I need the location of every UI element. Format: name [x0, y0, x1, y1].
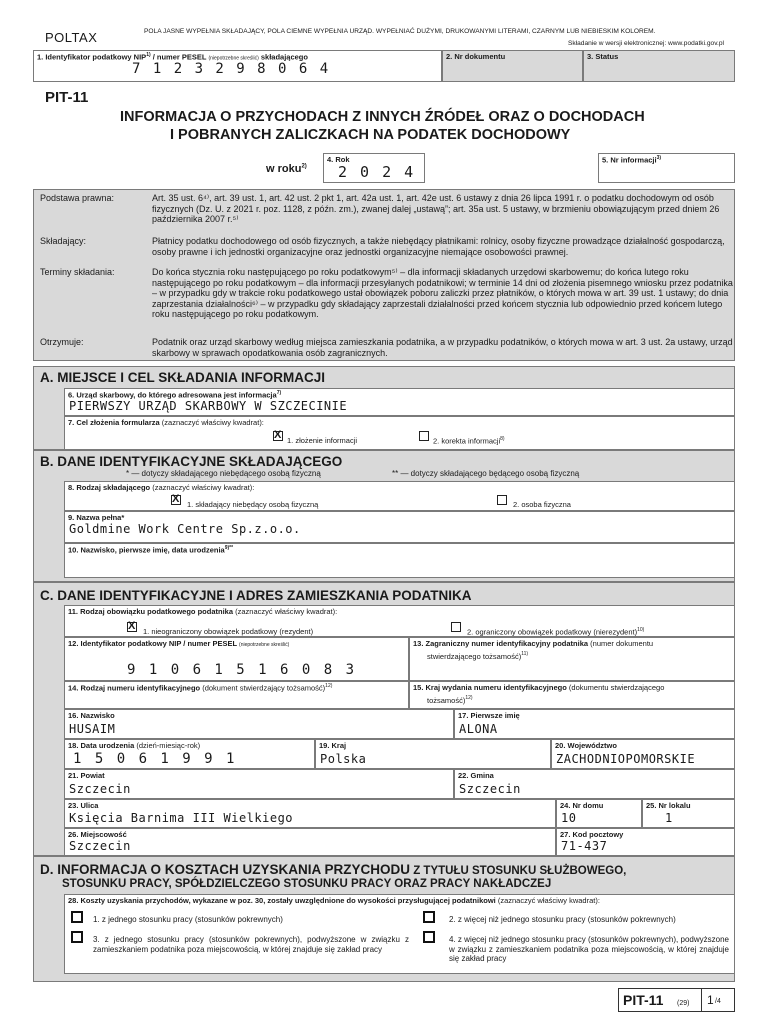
info-label-basis: Podstawa prawna:: [40, 193, 115, 203]
header-electronic-note: Składanie w wersji elektronicznej: www.podatki.gov.pl: [567, 40, 724, 47]
field-26-value: Szczecin: [69, 839, 131, 853]
field-4-value: 2 0 2 4: [338, 163, 416, 181]
field-26-city[interactable]: 26. Miejscowość Szczecin: [64, 828, 556, 856]
brand-label: POLTAX: [45, 30, 98, 45]
info-text-submitter: Płatnicy podatku dochodowego od osób fizycznych, a także niebędący płatnikami: rolnicy, osoby fizyczne prowadzące działalność gospodarczą, osoby prawne i ich jednostki organizacyjne oraz jednostki organizacyjne niemające osobowości prawnej.: [152, 236, 725, 257]
field-12-pesel[interactable]: 12. Identyfikator podatkowy NIP / numer PESEL (niepotrzebne skreślić) 9 1 0 6 1 5 1 6 0 8 3: [64, 637, 409, 681]
footer-version: (29): [677, 1000, 690, 1007]
section-c-title: C. DANE IDENTYFIKACYJNE I ADRES ZAMIESZKANIA PODATNIKA: [40, 588, 472, 603]
field-27-postal-code[interactable]: 27. Kod pocztowy 71-437: [556, 828, 735, 856]
checkbox-nonresident-label: 2. ograniczony obowiązek podatkowy (nierezydent): [467, 627, 638, 637]
field-16-surname[interactable]: 16. Nazwisko HUSAIM: [64, 709, 454, 739]
section-b-title: B. DANE IDENTYFIKACYJNE SKŁADAJĄCEGO: [40, 454, 343, 469]
checkbox-costs-4-label: 4. z więcej niż jednego stosunku pracy (stosunków pokrewnych), podwyższone w związku z zamieszkaniem podatnika poza miejscowością, w której znajduje się zakład pracy: [449, 935, 729, 963]
info-text-deadlines: Do końca stycznia roku następującego po roku podatkowym⁵⁾ – dla informacji składanych urzędowi skarbowemu; do końca lutego roku następującego po roku podatkowym – dla informacji przesyłanych podatnikowi; w terminie 14 dni od złożenia pisemnego wniosku przez podatnika – w przypadku gdy w trakcie roku podatkowego ustał obowiązek poboru zaliczki przez płatników, o których mowa w art. 39 ust. 1 ustawy; do dnia zaprzestania działalności⁶⁾ – w przypadku gdy składający zaprzestali działalności przed końcem stycznia lub odpowiednio przed końcem lutego roku następującego po roku podatkowym.: [152, 267, 733, 319]
field-1-nip[interactable]: 1. Identyfikator podatkowy NIP$^{1)}$ / numer PESEL (niepotrzebne skreślić) składającego 7 1 2 3 2 9 8 0 6 4: [33, 50, 442, 82]
form-code: PIT-11: [45, 89, 89, 106]
checkbox-non-natural-person[interactable]: [171, 495, 181, 505]
field-7-purpose: 7. Cel złożenia formularza (zaznaczyć właściwy kwadrat): X 1. złożenie informacji 2. korekta informacji$^{8)}$: [64, 416, 735, 450]
field-18-value: 1 5 0 6 1 9 9 1: [73, 751, 237, 767]
info-label-recipient: Otrzymuje:: [40, 337, 84, 347]
field-28-costs: 28. Koszty uzyskania przychodów, wykazane w poz. 30, zostały uwzględnione do wysokości przysługującej podatnikowi (zaznaczyć właściwy kwadrat): 1. z jednego stosunku pracy (stosunków pokrewnych) 2. z więcej niż jednego stosunku pracy (stosunków pokrewnych) 3. z jednego stosunku pracy (stosunków pokrewnych), podwyższone w związku z zamieszkaniem podatnika poza miejscowością, w której znajduje się zakład pracy 4. z więcej niż jednego stosunku pracy (stosunków pokrewnych), podwyższone w związku z zamieszkaniem podatnika poza miejscowością, w której znajduje się zakład pracy: [64, 894, 735, 974]
footer-form-code: PIT-11: [623, 992, 664, 1008]
field-3-status: 3. Status: [583, 50, 735, 82]
field-23-value: Księcia Barnima III Wielkiego: [69, 811, 294, 825]
header-instructions: POLA JASNE WYPEŁNIA SKŁADAJĄCY, POLA CIEMNE WYPEŁNIA URZĄD. WYPEŁNIAĆ DUŻYMI, DRUKOWANYMI LITERAMI, CZARNYM LUB NIEBIESKIM KOLOREM.: [144, 28, 656, 35]
checkbox-costs-4[interactable]: [423, 931, 435, 943]
year-prefix: w roku: [266, 163, 302, 175]
section-d-title-line2: STOSUNKU PRACY, SPÓŁDZIELCZEGO STOSUNKU PRACY ORAZ PRACY NAKŁADCZEJ: [62, 878, 552, 890]
checkbox-nonresident[interactable]: [451, 622, 461, 632]
field-25-value: 1: [665, 811, 673, 825]
field-20-value: ZACHODNIOPOMORSKIE: [556, 752, 696, 766]
field-23-street[interactable]: 23. Ulica Księcia Barnima III Wielkiego: [64, 799, 556, 828]
checkbox-costs-2-label: 2. z więcej niż jednego stosunku pracy (stosunków pokrewnych): [449, 915, 676, 924]
info-label-deadlines: Terminy składania:: [40, 267, 115, 277]
section-d-title: D. INFORMACJA O KOSZTACH UZYSKANIA PRZYCHODU Z TYTUŁU STOSUNKU SŁUŻBOWEGO,: [40, 862, 627, 877]
field-9-value: Goldmine Work Centre Sp.z.o.o.: [69, 522, 301, 536]
field-17-first-name[interactable]: 17. Pierwsze imię ALONA: [454, 709, 735, 739]
field-1-value: 7 1 2 3 2 9 8 0 6 4: [132, 61, 331, 77]
form-title-line1: INFORMACJA O PRZYCHODACH Z INNYCH ŹRÓDEŁ ORAZ O DOCHODACH: [120, 109, 645, 125]
checkbox-correction-label: 2. korekta informacji: [433, 436, 501, 446]
footer-form-code-box: [618, 988, 735, 1012]
field-14-id-type[interactable]: 14. Rodzaj numeru identyfikacyjnego (dokument stwierdzający tożsamość)$^{12)}$: [64, 681, 409, 709]
checkbox-submission[interactable]: [273, 431, 283, 441]
field-5-info-nr[interactable]: 5. Nr informacji$^{3)}$: [598, 153, 735, 183]
checkbox-natural-person[interactable]: [497, 495, 507, 505]
info-box: [33, 189, 735, 361]
field-27-value: 71-437: [561, 839, 608, 853]
field-21-county[interactable]: 21. Powiat Szczecin: [64, 769, 454, 799]
field-20-voivodeship[interactable]: 20. Województwo ZACHODNIOPOMORSKIE: [551, 739, 735, 769]
field-1-label: 1. Identyfikator podatkowy NIP: [37, 52, 147, 62]
field-19-value: Polska: [320, 752, 367, 766]
field-11-tax-obligation: 11. Rodzaj obowiązku podatkowego podatnika (zaznaczyć właściwy kwadrat): X 1. nieograniczony obowiązek podatkowy (rezydent) 2. ograniczony obowiązek podatkowy (nierezydent)$^{10)}$: [64, 605, 735, 637]
info-text-basis: Art. 35 ust. 6⁴⁾, art. 39 ust. 1, art. 42 ust. 2 pkt 1, art. 42a ust. 1, art. 42e ust. 6 ustawy z dnia 26 lipca 1991 r. o podatku dochodowym od osób fizycznych (Dz. U. z 2021 r. poz. 1128, z późn. zm.), zwanej dalej „ustawą”; art. 35a ust. 5 ustawy, w brzmieniu obowiązującym przed dniem 26 października 2007 r.⁵⁾: [152, 193, 720, 224]
field-13-foreign-id[interactable]: 13. Zagraniczny numer identyfikacyjny podatnika (numer dokumentu stwierdzającego tożsamość)$^{11)}$: [409, 637, 735, 681]
field-8-submitter-type: 8. Rodzaj składającego (zaznaczyć właściwy kwadrat): X 1. składający niebędący osobą fizyczną 2. osoba fizyczna: [64, 481, 735, 511]
checkbox-non-natural-person-label: 1. składający niebędący osobą fizyczną: [187, 500, 319, 509]
field-12-value: 9 1 0 6 1 5 1 6 0 8 3: [127, 662, 357, 678]
field-24-house-number[interactable]: 24. Nr domu 10: [556, 799, 642, 828]
checkbox-costs-3-label: 3. z jednego stosunku pracy (stosunków pokrewnych), podwyższone w związku z zamieszkaniem podatnika poza miejscowością, w której znajduje się zakład pracy: [93, 935, 409, 954]
field-10-name-birthdate[interactable]: 10. Nazwisko, pierwsze imię, data urodzenia$^{9)**}$: [64, 543, 735, 578]
info-label-submitter: Składający:: [40, 236, 87, 246]
field-6-value: PIERWSZY URZĄD SKARBOWY W SZCZECINIE: [69, 399, 348, 413]
field-25-apartment[interactable]: 25. Nr lokalu 1: [642, 799, 735, 828]
checkbox-costs-3[interactable]: [71, 931, 83, 943]
field-18-birthdate[interactable]: 18. Data urodzenia (dzień-miesiąc-rok) 1 5 0 6 1 9 9 1: [64, 739, 315, 769]
field-24-value: 10: [561, 811, 577, 825]
field-19-country[interactable]: 19. Kraj Polska: [315, 739, 551, 769]
form-title-line2: I POBRANYCH ZALICZKACH NA PODATEK DOCHODOWY: [170, 127, 571, 143]
info-text-recipient: Podatnik oraz urząd skarbowy według miejsca zamieszkania podatnika, a w przypadku podatników, o których mowa w art. 3 ust. 2a ustawy, urząd skarbowy w sprawach opodatkowania osób zagranicznych.: [152, 337, 733, 358]
field-21-value: Szczecin: [69, 782, 131, 796]
section-a-title: A. MIEJSCE I CEL SKŁADANIA INFORMACJI: [40, 370, 326, 385]
field-6-tax-office[interactable]: 6. Urząd skarbowy, do którego adresowana jest informacja$^{7)}$ PIERWSZY URZĄD SKARBOWY W SZCZECINIE: [64, 388, 735, 416]
checkbox-submission-label: 1. złożenie informacji: [287, 436, 358, 445]
checkbox-costs-1[interactable]: [71, 911, 83, 923]
checkbox-correction[interactable]: [419, 431, 429, 441]
section-b-note2: ** — dotyczy składającego będącego osobą fizyczną: [392, 469, 580, 478]
footer-page-total: /4: [715, 998, 721, 1005]
checkbox-costs-1-label: 1. z jednego stosunku pracy (stosunków pokrewnych): [93, 915, 283, 924]
field-22-commune[interactable]: 22. Gmina Szczecin: [454, 769, 735, 799]
field-9-full-name[interactable]: 9. Nazwa pełna* Goldmine Work Centre Sp.z.o.o.: [64, 511, 735, 543]
checkbox-resident-label: 1. nieograniczony obowiązek podatkowy (rezydent): [143, 627, 314, 636]
checkbox-costs-2[interactable]: [423, 911, 435, 923]
field-2-doc-number: 2. Nr dokumentu: [442, 50, 583, 82]
field-17-value: ALONA: [459, 722, 498, 736]
field-16-value: HUSAIM: [69, 722, 116, 736]
footer-page-number: 1: [707, 993, 714, 1007]
field-4-year[interactable]: 4. Rok 2 0 2 4: [323, 153, 425, 183]
section-b-note1: * — dotyczy składającego niebędącego osobą fizyczną: [126, 469, 321, 478]
checkbox-natural-person-label: 2. osoba fizyczna: [513, 500, 571, 509]
field-22-value: Szczecin: [459, 782, 521, 796]
checkbox-resident[interactable]: [127, 622, 137, 632]
field-15-id-country[interactable]: 15. Kraj wydania numeru identyfikacyjnego (dokumentu stwierdzającego tożsamość)$^{12)}$: [409, 681, 735, 709]
